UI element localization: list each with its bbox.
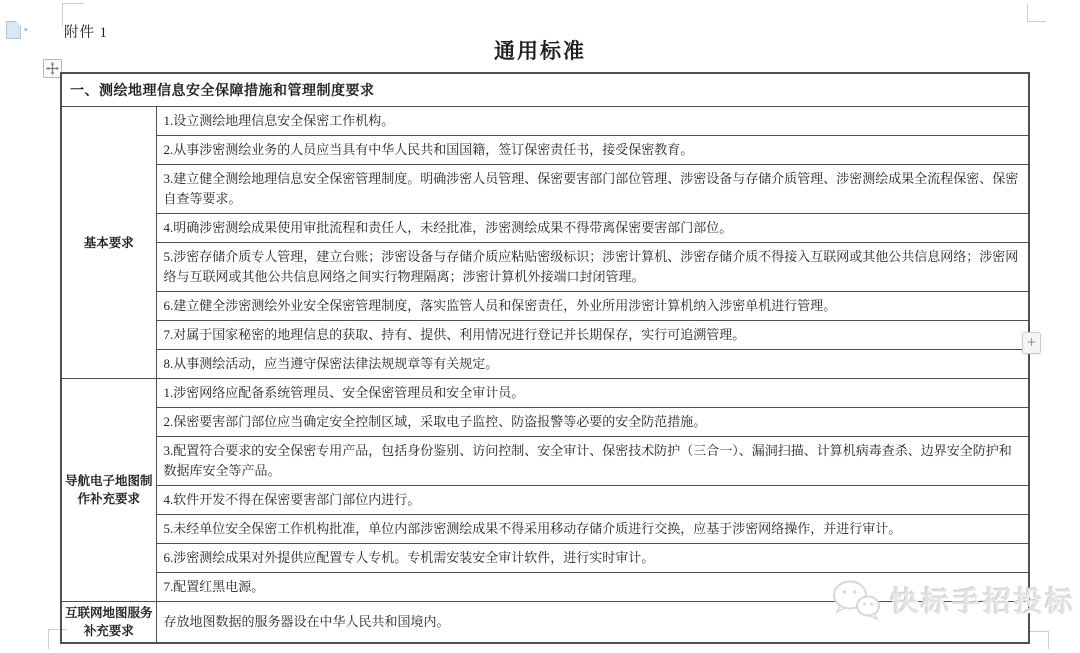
chevron-down-icon: ▾ bbox=[24, 26, 28, 34]
crop-mark-bottom-right bbox=[1048, 631, 1049, 649]
requirement-cell: 6.涉密测绘成果对外提供应配置专人专机。专机需安装安全审计软件，进行实时审计。 bbox=[156, 544, 1029, 573]
table-row bbox=[61, 602, 1029, 644]
crop-mark-top-right bbox=[1027, 4, 1028, 22]
table-row bbox=[61, 136, 1029, 165]
crop-mark-top-left bbox=[62, 3, 63, 27]
crop-mark-bottom-right bbox=[1030, 631, 1049, 632]
table-row bbox=[61, 486, 1029, 515]
crop-mark-bottom-left bbox=[48, 629, 49, 649]
table-row bbox=[61, 292, 1029, 321]
requirement-cell: 2.从事涉密测绘业务的人员应当具有中华人民共和国国籍，签订保密责任书，接受保密教育。 bbox=[156, 136, 1029, 165]
table-row bbox=[61, 350, 1029, 379]
table-row bbox=[61, 321, 1029, 350]
group-label-1: 导航电子地图制作补充要求 bbox=[61, 379, 156, 602]
table-header-row bbox=[61, 73, 1029, 107]
table-header: 一、测绘地理信息安全保障措施和管理制度要求 bbox=[61, 73, 1029, 107]
table-row bbox=[61, 437, 1029, 486]
table-row bbox=[61, 573, 1029, 602]
page-title: 通用标准 bbox=[494, 39, 586, 63]
requirement-cell: 7.配置红黑电源。 bbox=[156, 573, 1029, 602]
table-row bbox=[61, 408, 1029, 437]
requirement-cell: 6.建立健全涉密测绘外业安全保密管理制度，落实监管人员和保密责任，外业所用涉密计算机纳入涉密单机进行管理。 bbox=[156, 292, 1029, 321]
standards-table-body bbox=[61, 73, 1029, 643]
requirement-cell: 2.保密要害部门部位应当确定安全控制区域，采取电子监控、防盗报警等必要的安全防范措施。 bbox=[156, 408, 1029, 437]
requirement-cell: 7.对属于国家秘密的地理信息的获取、持有、提供、利用情况进行登记并长期保存，实行可追溯管理。 bbox=[156, 321, 1029, 350]
group-label-2: 互联网地图服务补充要求 bbox=[61, 602, 156, 644]
requirement-cell: 1.涉密网络应配备系统管理员、安全保密管理员和安全审计员。 bbox=[156, 379, 1029, 408]
watermark-text: 快标手招投标 bbox=[890, 586, 1077, 617]
requirement-cell: 5.涉密存储介质专人管理，建立台账；涉密设备与存储介质应粘贴密级标识；涉密计算机、涉密存储介质不得接入互联网或其他公共信息网络；涉密网络与互联网或其他公共信息网络之间实行物理隔离；涉密计算机外接端口封闭管理。 bbox=[156, 243, 1029, 292]
table-row bbox=[61, 165, 1029, 214]
table-row bbox=[61, 379, 1029, 408]
requirement-cell: 存放地图数据的服务器设在中华人民共和国境内。 bbox=[156, 602, 1029, 644]
requirement-cell: 4.软件开发不得在保密要害部门部位内进行。 bbox=[156, 486, 1029, 515]
requirement-cell: 5.未经单位安全保密工作机构批准，单位内部涉密测绘成果不得采用移动存储介质进行交换，应基于涉密网络操作，并进行审计。 bbox=[156, 515, 1029, 544]
group-label-0: 基本要求 bbox=[61, 107, 156, 379]
table-insert-button[interactable]: + bbox=[1022, 332, 1041, 354]
table-row bbox=[61, 515, 1029, 544]
requirement-cell: 3.配置符合要求的安全保密专用产品，包括身份鉴别、访问控制、安全审计、保密技术防护（三合一）、漏洞扫描、计算机病毒查杀、边界安全防护和数据库安全等产品。 bbox=[156, 437, 1029, 486]
table-row bbox=[61, 544, 1029, 573]
requirement-cell: 3.建立健全测绘地理信息安全保密管理制度。明确涉密人员管理、保密要害部门部位管理、涉密设备与存储介质管理、涉密测绘成果全流程保密、保密自查等要求。 bbox=[156, 165, 1029, 214]
crop-mark-top-left bbox=[62, 3, 84, 4]
attachment-label: 附件 1 bbox=[64, 25, 108, 41]
requirement-cell: 1.设立测绘地理信息安全保密工作机构。 bbox=[156, 107, 1029, 136]
requirement-cell: 4.明确涉密测绘成果使用审批流程和责任人，未经批准，涉密测绘成果不得带离保密要害部门部位。 bbox=[156, 214, 1029, 243]
requirement-cell: 8.从事测绘活动，应当遵守保密法律法规规章等有关规定。 bbox=[156, 350, 1029, 379]
move-icon bbox=[46, 62, 59, 75]
crop-mark-top-right bbox=[1027, 21, 1046, 22]
table-row bbox=[61, 243, 1029, 292]
table-row bbox=[61, 214, 1029, 243]
standards-table bbox=[60, 72, 1030, 644]
table-row bbox=[61, 107, 1029, 136]
